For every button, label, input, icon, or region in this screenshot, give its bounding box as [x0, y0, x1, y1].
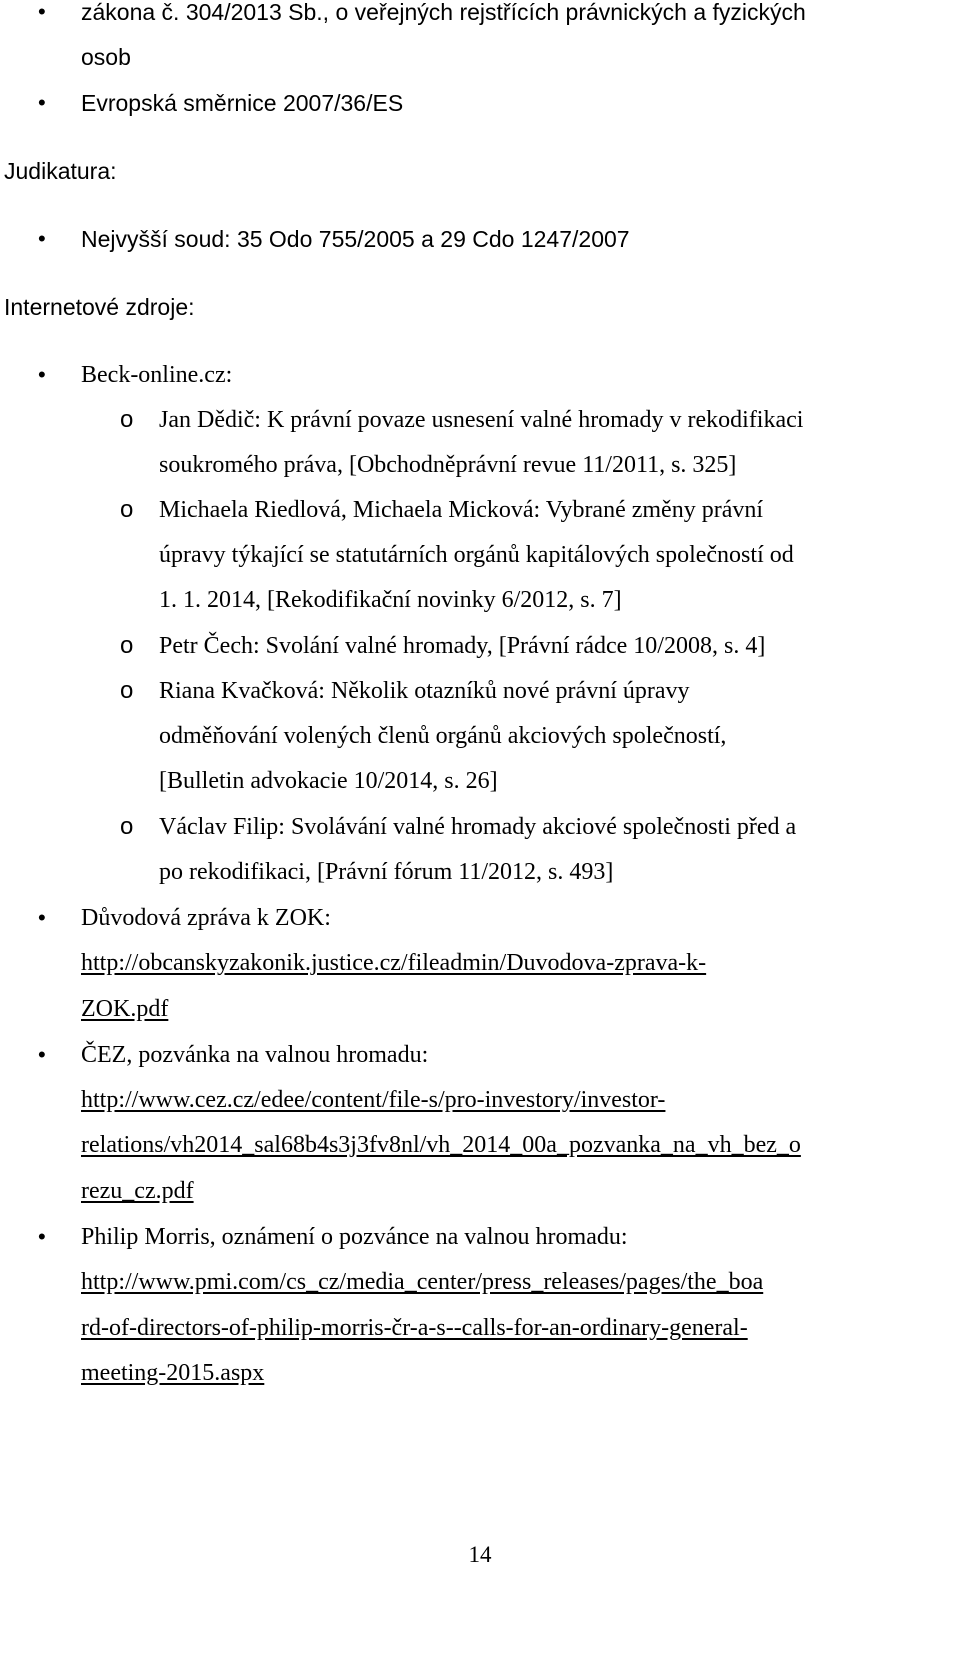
sub-bullet-icon: o: [120, 813, 134, 840]
link-item-1-url-line-2[interactable]: ZOK.pdf: [81, 996, 169, 1022]
bullet-icon: •: [38, 362, 46, 387]
link-item-3-url-line-3[interactable]: meeting-2015.aspx: [81, 1360, 265, 1386]
beck-item-2-line-1: Michaela Riedlová, Michaela Micková: Vybrané změny právní: [159, 497, 764, 523]
bullet-icon: •: [38, 905, 46, 930]
bullet-icon: •: [38, 0, 46, 24]
link-item-3-url-line-1[interactable]: http://www.pmi.com/cs_cz/media_center/press_releases/pages/the_boa: [81, 1269, 764, 1295]
beck-item-1-line-1: Jan Dědič: K právní povaze usnesení valné hromady v rekodifikaci: [159, 407, 804, 433]
beck-item-5-line-2: po rekodifikaci, [Právní fórum 11/2012, s. 493]: [159, 859, 614, 885]
beck-label: Beck-online.cz:: [81, 362, 233, 388]
judikatura-heading: Judikatura:: [4, 158, 117, 184]
link-item-2-url-line-3[interactable]: rezu_cz.pdf: [81, 1178, 194, 1204]
link-item-3-url-line-2[interactable]: rd-of-directors-of-philip-morris-čr-a-s--calls-for-an-ordinary-general-: [81, 1315, 748, 1341]
law-item-2: Evropská směrnice 2007/36/ES: [81, 90, 404, 116]
link-item-1-label: Důvodová zpráva k ZOK:: [81, 905, 331, 931]
link-item-2-url-line-2[interactable]: relations/vh2014_sal68b4s3j3fv8nl/vh_2014_00a_pozvanka_na_vh_bez_o: [81, 1132, 801, 1158]
beck-item-2-line-3: 1. 1. 2014, [Rekodifikační novinky 6/2012, s. 7]: [159, 587, 622, 613]
page-number: 14: [468, 1542, 492, 1567]
beck-item-1-line-2: soukromého práva, [Obchodněprávní revue 11/2011, s. 325]: [159, 452, 737, 478]
law-item-1-line-1: zákona č. 304/2013 Sb., o veřejných rejstřících právnických a fyzických: [81, 0, 806, 25]
bullet-icon: •: [38, 1224, 46, 1249]
bullet-icon: •: [38, 226, 46, 251]
internet-heading: Internetové zdroje:: [4, 294, 195, 320]
bullet-icon: •: [38, 1042, 46, 1067]
link-item-2-url-line-1[interactable]: http://www.cez.cz/edee/content/file-s/pro-investory/investor-: [81, 1087, 666, 1113]
bullet-icon: •: [38, 90, 46, 115]
beck-item-3-line-1: Petr Čech: Svolání valné hromady, [Právní rádce 10/2008, s. 4]: [159, 633, 766, 659]
judikatura-item-1: Nejvyšší soud: 35 Odo 755/2005 a 29 Cdo 1247/2007: [81, 226, 630, 252]
link-item-2-label: ČEZ, pozvánka na valnou hromadu:: [81, 1042, 429, 1068]
sub-bullet-icon: o: [120, 677, 134, 704]
beck-item-2-line-2: úpravy týkající se statutárních orgánů kapitálových společností od: [159, 542, 794, 568]
beck-item-4-line-2: odměňování volených členů orgánů akciových společností,: [159, 723, 727, 749]
beck-item-4-line-3: [Bulletin advokacie 10/2014, s. 26]: [159, 768, 498, 794]
sub-bullet-icon: o: [120, 406, 134, 433]
sub-bullet-icon: o: [120, 632, 134, 659]
sub-bullet-icon: o: [120, 496, 134, 523]
beck-item-4-line-1: Riana Kvačková: Několik otazníků nové právní úpravy: [159, 678, 690, 704]
link-item-1-url-line-1[interactable]: http://obcanskyzakonik.justice.cz/fileadmin/Duvodova-zprava-k-: [81, 950, 707, 976]
law-item-1-line-2: osob: [81, 44, 131, 70]
link-item-3-label: Philip Morris, oznámení o pozvánce na valnou hromadu:: [81, 1224, 628, 1250]
beck-item-5-line-1: Václav Filip: Svolávání valné hromady akciové společnosti před a: [159, 814, 797, 840]
